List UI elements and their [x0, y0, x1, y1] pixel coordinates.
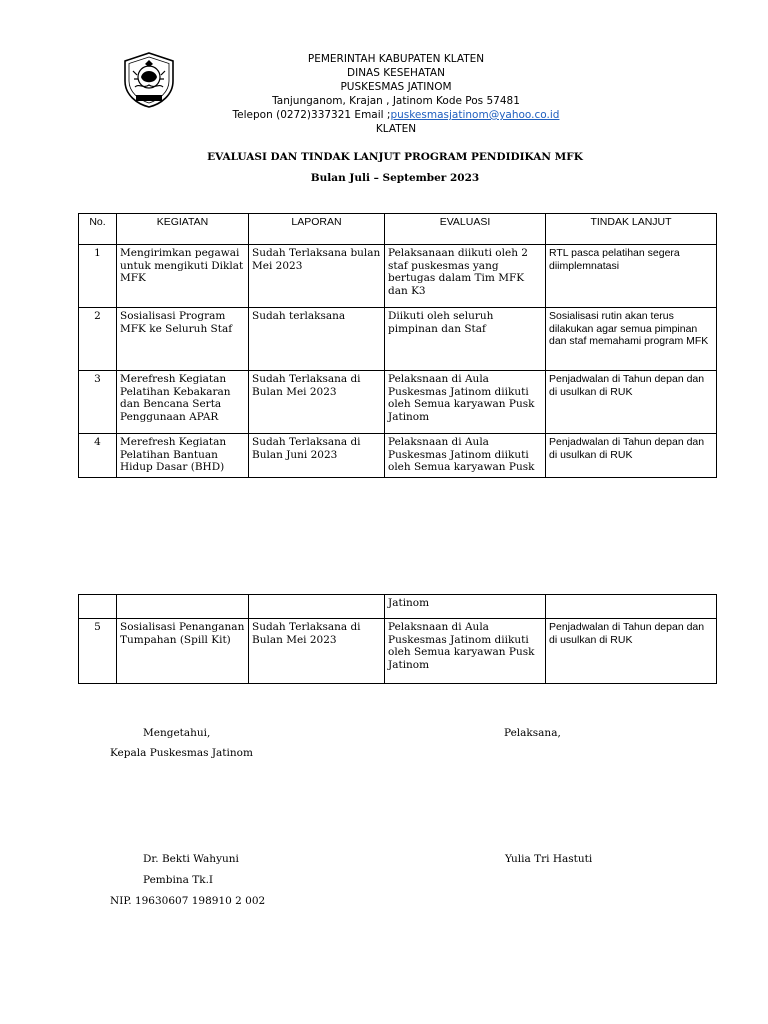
letterhead-contact: [215, 108, 577, 122]
cell-evaluasi: Pelaksnaan di Aula Puskesmas Jatinom diikuti oleh Semua karyawan Pusk: [385, 434, 546, 478]
cell-tindak-lanjut: Sosialisasi rutin akan terus dilakukan agar semua pimpinan dan staf memahami program MFK: [546, 308, 717, 371]
cell-laporan: Sudah Terlaksana di Bulan Mei 2023: [249, 371, 385, 434]
cell-tindak-lanjut: [546, 595, 717, 619]
letterhead-puskesmas: PUSKESMAS JATINOM: [340, 81, 452, 93]
cell-no: [79, 595, 117, 619]
letterhead-city: KLATEN: [375, 123, 417, 135]
cell-kegiatan: Sosialisasi Program MFK ke Seluruh Staf: [117, 308, 249, 371]
klaten-regency-logo: [121, 51, 177, 109]
cell-tindak-lanjut: RTL pasca pelatihan segera diimplemnatasi: [546, 245, 717, 308]
cell-no: 5: [79, 619, 117, 684]
letterhead-government: PEMERINTAH KABUPATEN KLATEN: [307, 53, 485, 65]
cell-evaluasi: Pelaksnaan di Aula Puskesmas Jatinom diikuti oleh Semua karyawan Pusk Jatinom: [385, 371, 546, 434]
evaluation-table: [78, 213, 717, 478]
letterhead-phone: Telepon (0272)337321 Email ;: [232, 109, 391, 121]
head-title: Kepala Puskesmas Jatinom: [110, 747, 253, 759]
column-header-laporan: LAPORAN: [249, 214, 385, 245]
table-row-continuation: [79, 595, 717, 619]
executor-label: Pelaksana,: [504, 727, 561, 739]
cell-laporan: Sudah Terlaksana di Bulan Mei 2023: [249, 619, 385, 684]
cell-laporan: Sudah Terlaksana bulan Mei 2023: [249, 245, 385, 308]
table-row: [79, 245, 717, 308]
cell-tindak-lanjut: Penjadwalan di Tahun depan dan di usulkan di RUK: [546, 371, 717, 434]
cell-kegiatan: [117, 595, 249, 619]
document-period: Bulan Juli – September 2023: [310, 172, 480, 184]
head-nip: NIP. 19630607 198910 2 002: [110, 895, 266, 907]
acknowledged-label: Mengetahui,: [143, 727, 211, 739]
cell-evaluasi: Pelaksanaan diikuti oleh 2 staf puskesmas yang bertugas dalam Tim MFK dan K3: [385, 245, 546, 308]
column-header-tindak-lanjut: TINDAK LANJUT: [546, 214, 717, 245]
letterhead-address: Tanjunganom, Krajan , Jatinom Kode Pos 57481: [272, 95, 520, 107]
cell-kegiatan: Merefresh Kegiatan Pelatihan Bantuan Hidup Dasar (BHD): [117, 434, 249, 478]
head-rank: Pembina Tk.I: [143, 874, 214, 886]
cell-evaluasi: Diikuti oleh seluruh pimpinan dan Staf: [385, 308, 546, 371]
table-row: [79, 371, 717, 434]
column-header-kegiatan: KEGIATAN: [117, 214, 249, 245]
letterhead: [215, 52, 577, 136]
cell-laporan: [249, 595, 385, 619]
cell-tindak-lanjut: Penjadwalan di Tahun depan dan di usulkan di RUK: [546, 434, 717, 478]
cell-no: 4: [79, 434, 117, 478]
column-header-evaluasi: EVALUASI: [385, 214, 546, 245]
column-header-no: No.: [79, 214, 117, 245]
table-row: [79, 434, 717, 478]
cell-no: 3: [79, 371, 117, 434]
cell-laporan: Sudah terlaksana: [249, 308, 385, 371]
executor-name: Yulia Tri Hastuti: [505, 853, 593, 865]
cell-evaluasi: Jatinom: [385, 595, 546, 619]
letterhead-department: DINAS KESEHATAN: [347, 67, 445, 79]
table-row: [79, 308, 717, 371]
cell-laporan: Sudah Terlaksana di Bulan Juni 2023: [249, 434, 385, 478]
cell-kegiatan: Sosialisasi Penanganan Tumpahan (Spill Kit): [117, 619, 249, 684]
table-row: [79, 619, 717, 684]
evaluation-table-continued: [78, 594, 717, 684]
document-title: EVALUASI DAN TINDAK LANJUT PROGRAM PENDIDIKAN MFK: [207, 151, 583, 163]
table-header-row: [79, 214, 717, 245]
cell-tindak-lanjut: Penjadwalan di Tahun depan dan di usulkan di RUK: [546, 619, 717, 684]
cell-evaluasi: Pelaksnaan di Aula Puskesmas Jatinom diikuti oleh Semua karyawan Pusk Jatinom: [385, 619, 546, 684]
cell-no: 2: [79, 308, 117, 371]
cell-kegiatan: Mengirimkan pegawai untuk mengikuti Diklat MFK: [117, 245, 249, 308]
email-link[interactable]: puskesmasjatinom@yahoo.co.id: [390, 109, 560, 121]
cell-no: 1: [79, 245, 117, 308]
cell-kegiatan: Merefresh Kegiatan Pelatihan Kebakaran dan Bencana Serta Penggunaan APAR: [117, 371, 249, 434]
head-name: Dr. Bekti Wahyuni: [143, 853, 239, 865]
